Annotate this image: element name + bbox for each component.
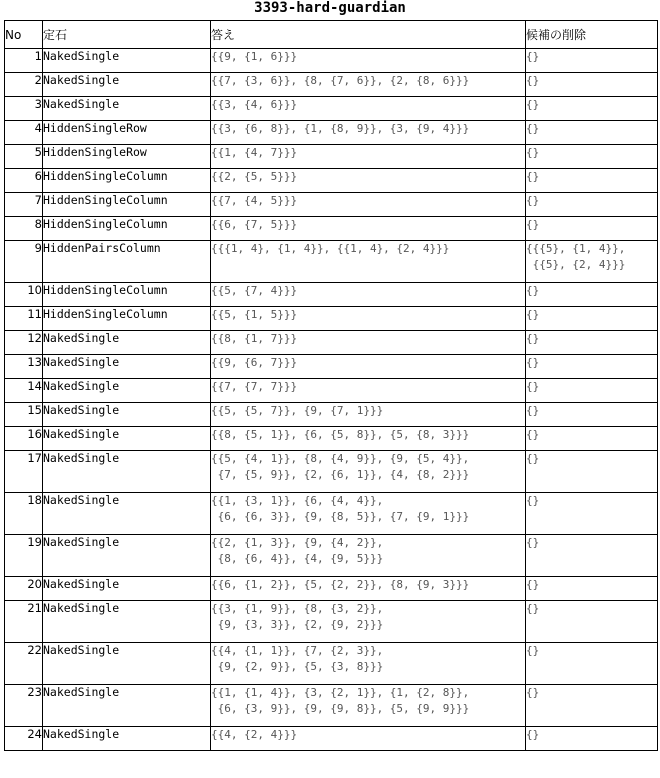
answer-line: {{5, {7, 4}}} bbox=[211, 284, 298, 297]
eliminated-line: {} bbox=[526, 686, 540, 699]
eliminated-cell bbox=[526, 193, 658, 217]
eliminated-line: {} bbox=[526, 578, 540, 591]
answer-cell bbox=[211, 307, 526, 331]
eliminated-cell bbox=[526, 355, 658, 379]
eliminated-cell bbox=[526, 727, 658, 751]
row-number: 12 bbox=[5, 331, 43, 355]
answer-line: {{9, {1, 6}}} bbox=[211, 50, 298, 63]
technique-cell: NakedSingle bbox=[43, 427, 211, 451]
eliminated-line: {} bbox=[526, 404, 540, 417]
eliminated-cell bbox=[526, 403, 658, 427]
table-row bbox=[5, 493, 658, 535]
eliminated-cell bbox=[526, 685, 658, 727]
technique-cell: HiddenSingleColumn bbox=[43, 169, 211, 193]
eliminated-cell bbox=[526, 217, 658, 241]
answer-cell bbox=[211, 727, 526, 751]
eliminated-cell bbox=[526, 535, 658, 577]
eliminated-cell bbox=[526, 241, 658, 283]
eliminated-line: {} bbox=[526, 194, 540, 207]
row-number: 10 bbox=[5, 283, 43, 307]
answer-cell bbox=[211, 601, 526, 643]
answer-line: {{5, {5, 7}}, {9, {7, 1}}} bbox=[211, 404, 384, 417]
answer-cell bbox=[211, 73, 526, 97]
table-row bbox=[5, 241, 658, 283]
row-number: 4 bbox=[5, 121, 43, 145]
answer-line: {{6, {7, 5}}} bbox=[211, 218, 298, 231]
technique-cell: NakedSingle bbox=[43, 379, 211, 403]
table-row bbox=[5, 403, 658, 427]
eliminated-line: {} bbox=[526, 728, 540, 741]
eliminated-cell bbox=[526, 451, 658, 493]
row-number: 13 bbox=[5, 355, 43, 379]
technique-cell: HiddenSingleColumn bbox=[43, 283, 211, 307]
row-number: 1 bbox=[5, 49, 43, 73]
technique-cell: HiddenSingleColumn bbox=[43, 217, 211, 241]
eliminated-line: {} bbox=[526, 494, 540, 507]
technique-cell: NakedSingle bbox=[43, 355, 211, 379]
eliminated-line: {} bbox=[526, 536, 540, 549]
table-row bbox=[5, 427, 658, 451]
answer-cell bbox=[211, 427, 526, 451]
answer-cell bbox=[211, 169, 526, 193]
answer-cell bbox=[211, 331, 526, 355]
eliminated-line: {{5}, {2, 4}}} bbox=[526, 258, 626, 271]
answer-cell bbox=[211, 283, 526, 307]
eliminated-line: {} bbox=[526, 50, 540, 63]
answer-cell bbox=[211, 145, 526, 169]
answer-line: {{9, {6, 7}}} bbox=[211, 356, 298, 369]
technique-cell: NakedSingle bbox=[43, 535, 211, 577]
eliminated-cell bbox=[526, 97, 658, 121]
table-body bbox=[5, 49, 658, 751]
answer-line: {{{1, 4}, {1, 4}}, {{1, 4}, {2, 4}}} bbox=[211, 242, 450, 255]
row-number: 6 bbox=[5, 169, 43, 193]
technique-cell: HiddenPairsColumn bbox=[43, 241, 211, 283]
table-row bbox=[5, 193, 658, 217]
eliminated-line: {} bbox=[526, 428, 540, 441]
table-row bbox=[5, 97, 658, 121]
row-number: 19 bbox=[5, 535, 43, 577]
header-answer: 答え bbox=[211, 21, 526, 49]
eliminated-line: {} bbox=[526, 98, 540, 111]
row-number: 11 bbox=[5, 307, 43, 331]
eliminated-cell bbox=[526, 601, 658, 643]
table-row bbox=[5, 535, 658, 577]
answer-cell bbox=[211, 643, 526, 685]
answer-line: {{5, {4, 1}}, {8, {4, 9}}, {9, {5, 4}}, bbox=[211, 452, 470, 465]
eliminated-line: {} bbox=[526, 170, 540, 183]
header-no: No bbox=[5, 21, 43, 49]
eliminated-line: {} bbox=[526, 218, 540, 231]
table-row bbox=[5, 601, 658, 643]
eliminated-line: {} bbox=[526, 284, 540, 297]
answer-line: {{4, {1, 1}}, {7, {2, 3}}, bbox=[211, 644, 384, 657]
answer-cell bbox=[211, 535, 526, 577]
table-row bbox=[5, 379, 658, 403]
answer-line: {9, {2, 9}}, {5, {3, 8}}} bbox=[211, 660, 384, 673]
answer-line: {{7, {4, 5}}} bbox=[211, 194, 298, 207]
eliminated-line: {} bbox=[526, 602, 540, 615]
technique-cell: NakedSingle bbox=[43, 97, 211, 121]
answer-line: {7, {5, 9}}, {2, {6, 1}}, {4, {8, 2}}} bbox=[211, 468, 470, 481]
eliminated-line: {} bbox=[526, 380, 540, 393]
eliminated-cell bbox=[526, 283, 658, 307]
table-row bbox=[5, 73, 658, 97]
technique-cell: NakedSingle bbox=[43, 685, 211, 727]
answer-line: {{4, {2, 4}}} bbox=[211, 728, 298, 741]
row-number: 17 bbox=[5, 451, 43, 493]
answer-line: {{5, {1, 5}}} bbox=[211, 308, 298, 321]
technique-cell: NakedSingle bbox=[43, 451, 211, 493]
eliminated-cell bbox=[526, 169, 658, 193]
page-title: 3393-hard-guardian bbox=[254, 0, 406, 16]
answer-line: {{7, {7, 7}}} bbox=[211, 380, 298, 393]
answer-line: {{3, {6, 8}}, {1, {8, 9}}, {3, {9, 4}}} bbox=[211, 122, 470, 135]
row-number: 18 bbox=[5, 493, 43, 535]
eliminated-cell bbox=[526, 49, 658, 73]
answer-line: {6, {3, 9}}, {9, {9, 8}}, {5, {9, 9}}} bbox=[211, 702, 470, 715]
table-row bbox=[5, 169, 658, 193]
answer-line: {{2, {1, 3}}, {9, {4, 2}}, bbox=[211, 536, 384, 549]
eliminated-cell bbox=[526, 379, 658, 403]
row-number: 20 bbox=[5, 577, 43, 601]
eliminated-line: {} bbox=[526, 356, 540, 369]
row-number: 2 bbox=[5, 73, 43, 97]
table-row bbox=[5, 331, 658, 355]
row-number: 7 bbox=[5, 193, 43, 217]
table-row bbox=[5, 727, 658, 751]
technique-cell: NakedSingle bbox=[43, 331, 211, 355]
answer-line: {{1, {1, 4}}, {3, {2, 1}}, {1, {2, 8}}, bbox=[211, 686, 470, 699]
answer-line: {9, {3, 3}}, {2, {9, 2}}} bbox=[211, 618, 384, 631]
table-row bbox=[5, 307, 658, 331]
answer-line: {{7, {3, 6}}, {8, {7, 6}}, {2, {8, 6}}} bbox=[211, 74, 470, 87]
technique-cell: NakedSingle bbox=[43, 493, 211, 535]
answer-cell bbox=[211, 121, 526, 145]
technique-cell: NakedSingle bbox=[43, 403, 211, 427]
technique-cell: NakedSingle bbox=[43, 601, 211, 643]
technique-cell: NakedSingle bbox=[43, 577, 211, 601]
answer-line: {8, {6, 4}}, {4, {9, 5}}} bbox=[211, 552, 384, 565]
table-row bbox=[5, 121, 658, 145]
table-row bbox=[5, 577, 658, 601]
eliminated-cell bbox=[526, 643, 658, 685]
technique-cell: HiddenSingleRow bbox=[43, 145, 211, 169]
answer-cell bbox=[211, 217, 526, 241]
eliminated-cell bbox=[526, 307, 658, 331]
eliminated-cell bbox=[526, 145, 658, 169]
answer-cell bbox=[211, 451, 526, 493]
row-number: 8 bbox=[5, 217, 43, 241]
table-row bbox=[5, 283, 658, 307]
answer-cell bbox=[211, 193, 526, 217]
answer-cell bbox=[211, 355, 526, 379]
answer-line: {6, {6, 3}}, {9, {8, 5}}, {7, {9, 1}}} bbox=[211, 510, 470, 523]
table-row bbox=[5, 49, 658, 73]
answer-line: {{8, {5, 1}}, {6, {5, 8}}, {5, {8, 3}}} bbox=[211, 428, 470, 441]
eliminated-line: {} bbox=[526, 644, 540, 657]
eliminated-cell bbox=[526, 331, 658, 355]
eliminated-line: {{{5}, {1, 4}}, bbox=[526, 242, 626, 255]
answer-line: {{8, {1, 7}}} bbox=[211, 332, 298, 345]
header-row bbox=[5, 21, 658, 49]
row-number: 9 bbox=[5, 241, 43, 283]
technique-cell: HiddenSingleRow bbox=[43, 121, 211, 145]
technique-cell: HiddenSingleColumn bbox=[43, 307, 211, 331]
answer-cell bbox=[211, 241, 526, 283]
technique-cell: NakedSingle bbox=[43, 73, 211, 97]
eliminated-line: {} bbox=[526, 74, 540, 87]
eliminated-cell bbox=[526, 121, 658, 145]
answer-line: {{1, {4, 7}}} bbox=[211, 146, 298, 159]
table-row bbox=[5, 217, 658, 241]
technique-cell: HiddenSingleColumn bbox=[43, 193, 211, 217]
answer-line: {{6, {1, 2}}, {5, {2, 2}}, {8, {9, 3}}} bbox=[211, 578, 470, 591]
row-number: 23 bbox=[5, 685, 43, 727]
eliminated-cell bbox=[526, 493, 658, 535]
header-eliminated: 候補の削除 bbox=[526, 21, 658, 49]
row-number: 5 bbox=[5, 145, 43, 169]
table-row bbox=[5, 355, 658, 379]
answer-cell bbox=[211, 685, 526, 727]
answer-cell bbox=[211, 403, 526, 427]
eliminated-line: {} bbox=[526, 332, 540, 345]
answer-line: {{2, {5, 5}}} bbox=[211, 170, 298, 183]
answer-cell bbox=[211, 49, 526, 73]
eliminated-line: {} bbox=[526, 308, 540, 321]
answer-line: {{3, {1, 9}}, {8, {3, 2}}, bbox=[211, 602, 384, 615]
eliminated-line: {} bbox=[526, 452, 540, 465]
row-number: 21 bbox=[5, 601, 43, 643]
eliminated-cell bbox=[526, 73, 658, 97]
answer-line: {{1, {3, 1}}, {6, {4, 4}}, bbox=[211, 494, 384, 507]
answer-cell bbox=[211, 379, 526, 403]
answer-cell bbox=[211, 577, 526, 601]
answer-cell bbox=[211, 97, 526, 121]
row-number: 3 bbox=[5, 97, 43, 121]
row-number: 16 bbox=[5, 427, 43, 451]
eliminated-cell bbox=[526, 577, 658, 601]
answer-line: {{3, {4, 6}}} bbox=[211, 98, 298, 111]
row-number: 14 bbox=[5, 379, 43, 403]
header-technique: 定石 bbox=[43, 21, 211, 49]
row-number: 22 bbox=[5, 643, 43, 685]
eliminated-line: {} bbox=[526, 122, 540, 135]
answer-cell bbox=[211, 493, 526, 535]
technique-cell: NakedSingle bbox=[43, 643, 211, 685]
row-number: 24 bbox=[5, 727, 43, 751]
eliminated-cell bbox=[526, 427, 658, 451]
eliminated-line: {} bbox=[526, 146, 540, 159]
technique-cell: NakedSingle bbox=[43, 727, 211, 751]
row-number: 15 bbox=[5, 403, 43, 427]
technique-cell: NakedSingle bbox=[43, 49, 211, 73]
table-row bbox=[5, 685, 658, 727]
solution-table bbox=[4, 20, 658, 751]
table-row bbox=[5, 643, 658, 685]
table-row bbox=[5, 451, 658, 493]
table-row bbox=[5, 145, 658, 169]
